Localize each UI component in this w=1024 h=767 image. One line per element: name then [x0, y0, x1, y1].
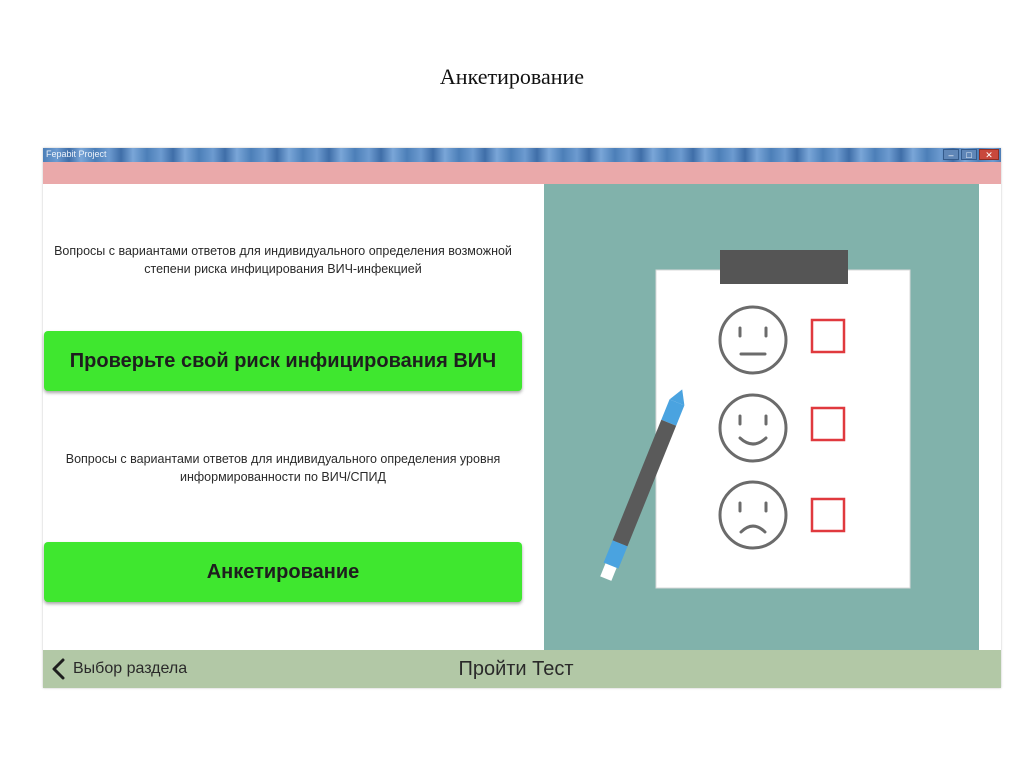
back-button-label: Выбор раздела — [73, 660, 188, 677]
clipboard-clip-icon — [720, 250, 848, 284]
survey-button[interactable]: Анкетирование — [44, 542, 522, 602]
clipboard-icon — [656, 270, 910, 588]
header-bar — [43, 162, 1001, 184]
bottom-title: Пройти Тест — [458, 658, 574, 680]
maximize-button[interactable]: □ — [961, 149, 977, 160]
survey-description: Вопросы с вариантами ответов для индивидуального определения уровня информированности по ВИЧ/СПИД — [65, 452, 501, 484]
window-titlebar[interactable] — [43, 148, 1001, 162]
app-window — [43, 148, 1001, 688]
risk-test-description: Вопросы с вариантами ответов для индивидуального определения возможной степени риска инфицирования ВИЧ-инфекцией — [54, 244, 512, 276]
left-panel — [43, 184, 543, 650]
check-risk-button[interactable]: Проверьте свой риск инфицирования ВИЧ — [44, 331, 522, 391]
close-button[interactable]: ✕ — [979, 149, 999, 160]
clipboard-illustration — [544, 184, 979, 650]
bottom-bar — [43, 650, 1001, 688]
slide-title: Анкетирование — [439, 64, 585, 89]
minimize-button[interactable]: – — [943, 149, 959, 160]
illustration-panel — [544, 184, 979, 650]
window-title: Fepabit Project — [46, 149, 107, 159]
window-controls — [943, 149, 999, 160]
